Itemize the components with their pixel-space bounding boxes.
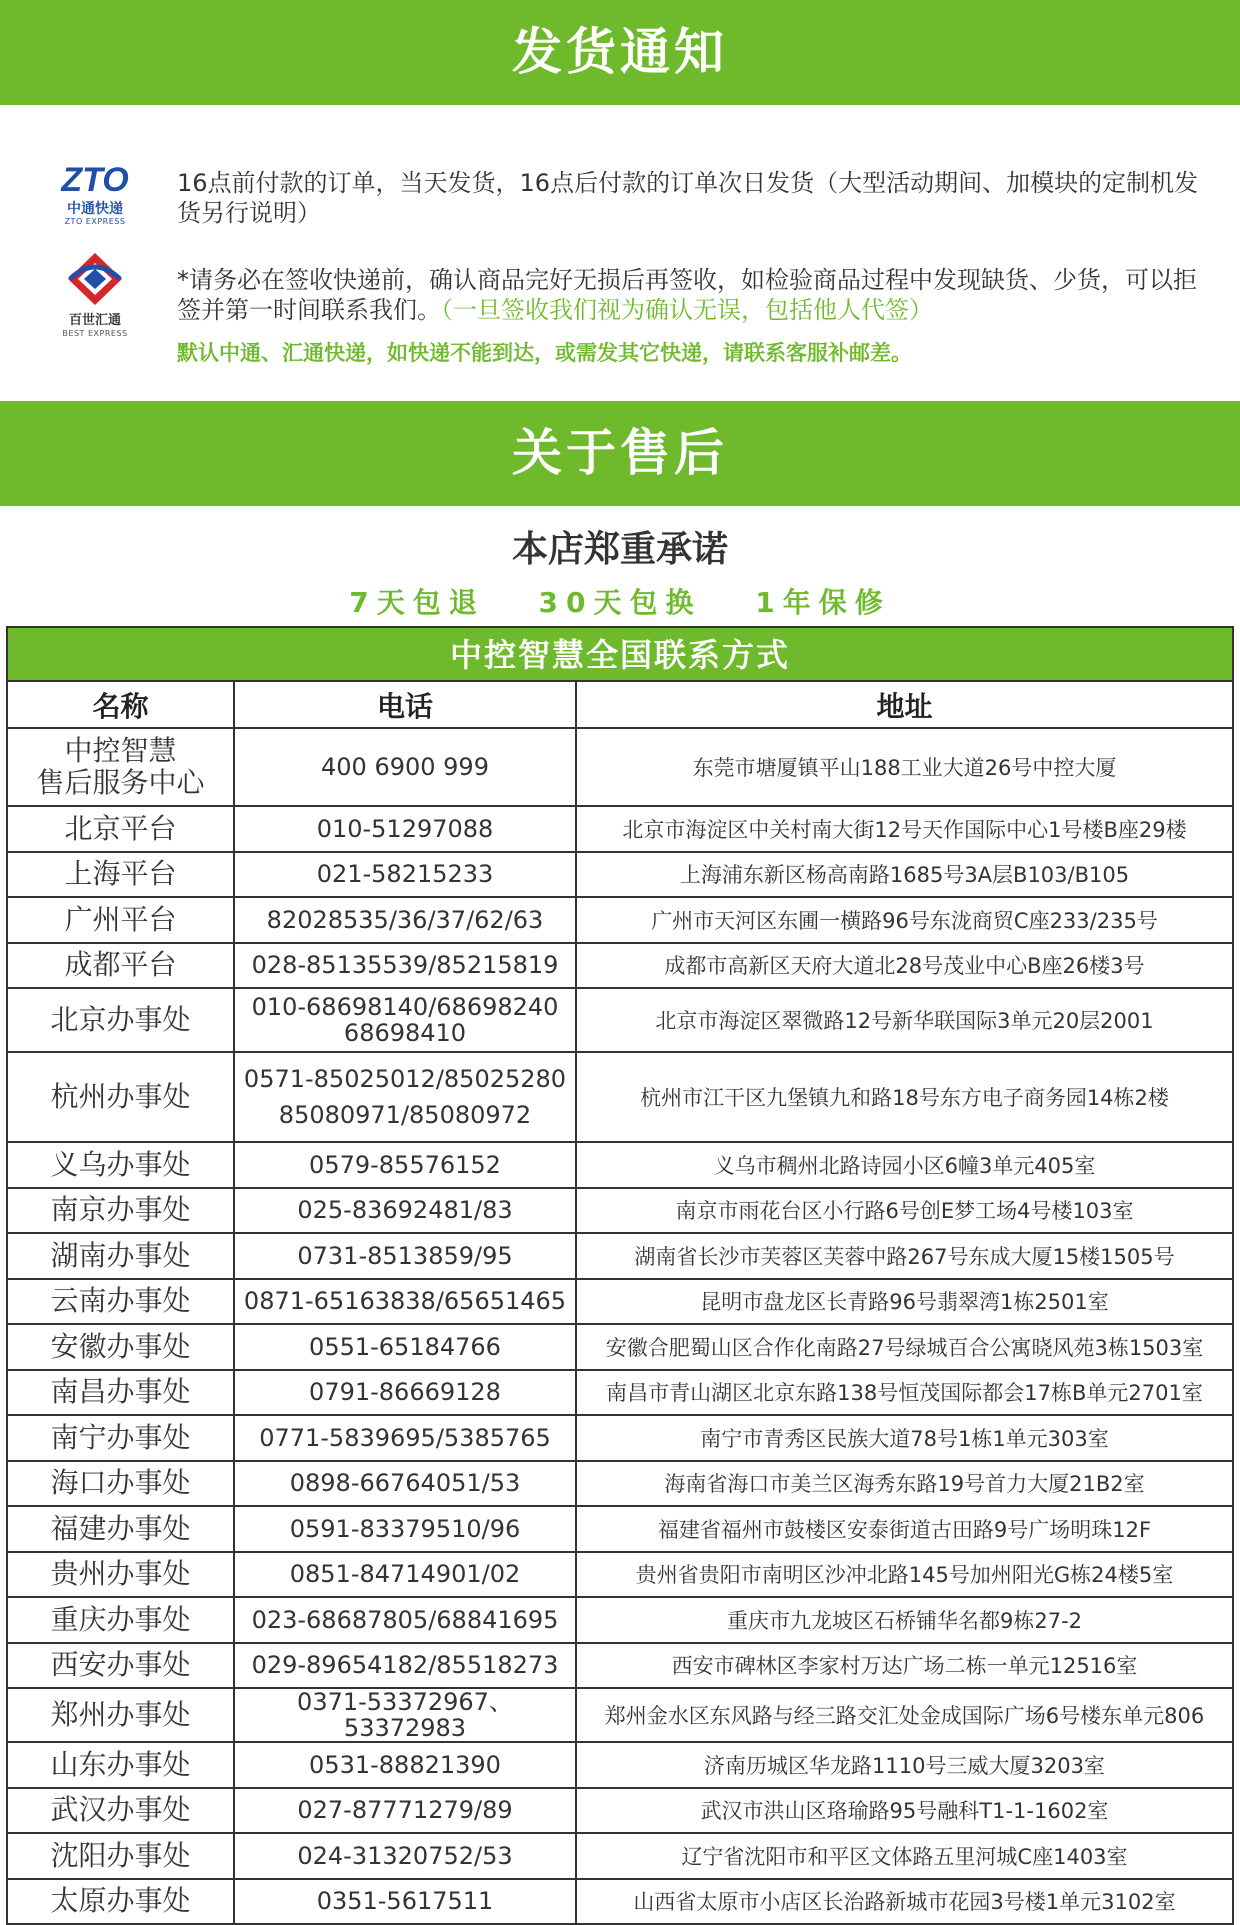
zto-logo-name: 中通快递: [67, 201, 123, 217]
office-address: 福建省福州市鼓楼区安泰街道古田路9号广场明珠12F: [576, 1506, 1233, 1552]
office-address: 重庆市九龙坡区石桥铺华名都9栋27-2: [576, 1597, 1233, 1643]
table-row: [7, 1461, 1233, 1507]
table-row: [7, 1324, 1233, 1370]
best-logo-sub: BEST EXPRESS: [62, 329, 128, 338]
office-name: 海口办事处: [7, 1461, 234, 1507]
office-name: 太原办事处: [7, 1879, 234, 1925]
table-row: [7, 988, 1233, 1052]
office-address: 郑州金水区东风路与经三路交汇处金成国际广场6号楼东单元806: [576, 1688, 1233, 1742]
zto-logo: [50, 161, 140, 226]
office-address: 昆明市盘龙区长青路96号翡翠湾1栋2501室: [576, 1279, 1233, 1325]
tag-return: 7天包退: [349, 586, 485, 619]
header-name: 名称: [7, 681, 234, 728]
office-name: 重庆办事处: [7, 1597, 234, 1643]
zto-logo-sub: ZTO EXPRESS: [64, 217, 126, 226]
office-name: 贵州办事处: [7, 1552, 234, 1598]
office-phone: 0579-85576152: [234, 1142, 576, 1188]
office-phone: 024-31320752/53: [234, 1833, 576, 1879]
table-row: [7, 852, 1233, 898]
sign-for-warning: （一旦签收我们视为确认无误，包括他人代签）: [441, 296, 933, 324]
office-address: 济南历城区华龙路1110号三威大厦3203室: [576, 1742, 1233, 1788]
office-address: 山西省太原市小店区长治路新城市花园3号楼1单元3102室: [576, 1879, 1233, 1925]
office-phone: 0898-66764051/53: [234, 1461, 576, 1507]
best-logo: [48, 249, 142, 338]
zto-mark: ZTO: [61, 161, 129, 197]
office-phone: 0791-86669128: [234, 1370, 576, 1416]
office-phone: 021-58215233: [234, 852, 576, 898]
office-name: 南宁办事处: [7, 1415, 234, 1461]
office-name: 中控智慧 售后服务中心: [7, 728, 234, 806]
table-row: [7, 806, 1233, 852]
office-address: 东莞市塘厦镇平山188工业大道26号中控大厦: [576, 728, 1233, 806]
office-phone: 0591-83379510/96: [234, 1506, 576, 1552]
office-phone: 0551-65184766: [234, 1324, 576, 1370]
office-phone: 0871-65163838/65651465: [234, 1279, 576, 1325]
office-address: 成都市高新区天府大道北28号茂业中心B座26楼3号: [576, 943, 1233, 989]
sign-for-note: [177, 265, 1220, 325]
promise-title: 本店郑重承诺: [511, 529, 728, 570]
table-row: [7, 1142, 1233, 1188]
office-name: 云南办事处: [7, 1279, 234, 1325]
header-phone: 电话: [234, 681, 576, 728]
contacts-table-body: [7, 728, 1233, 1924]
sign-for-text: *请务必在签收快递前，确认商品完好无损后再签收，如检验商品过程中发现缺货、少货，可以拒签并第一时间联系我们。: [177, 266, 1197, 324]
office-name: 成都平台: [7, 943, 234, 989]
office-address: 安徽合肥蜀山区合作化南路27号绿城百合公寓晓风苑3栋1503室: [576, 1324, 1233, 1370]
office-name: 西安办事处: [7, 1643, 234, 1689]
office-address: 义乌市稠州北路诗园小区6幢3单元405室: [576, 1142, 1233, 1188]
office-name: 武汉办事处: [7, 1788, 234, 1834]
office-name: 山东办事处: [7, 1742, 234, 1788]
office-name: 福建办事处: [7, 1506, 234, 1552]
table-row: [7, 1188, 1233, 1234]
office-address: 海南省海口市美兰区海秀东路19号首力大厦21B2室: [576, 1461, 1233, 1507]
office-address: 北京市海淀区翠微路12号新华联国际3单元20层2001: [576, 988, 1233, 1052]
table-row: [7, 1879, 1233, 1925]
office-phone: 0351-5617511: [234, 1879, 576, 1925]
office-phone: 0851-84714901/02: [234, 1552, 576, 1598]
office-address: 贵州省贵阳市南明区沙冲北路145号加州阳光G栋24楼5室: [576, 1552, 1233, 1598]
office-name: 安徽办事处: [7, 1324, 234, 1370]
office-phone: 400 6900 999: [234, 728, 576, 806]
office-address: 湖南省长沙市芙蓉区芙蓉中路267号东成大厦15楼1505号: [576, 1233, 1233, 1279]
office-phone: 0771-5839695/5385765: [234, 1415, 576, 1461]
zto-logo-icon: [50, 161, 140, 197]
office-phone: 0531-88821390: [234, 1742, 576, 1788]
shipping-time-note: 16点前付款的订单，当天发货，16点后付款的订单次日发货（大型活动期间、加模块的定制机发货另行说明）: [177, 169, 1199, 227]
office-phone: 010-51297088: [234, 806, 576, 852]
table-row: [7, 1415, 1233, 1461]
office-name: 沈阳办事处: [7, 1833, 234, 1879]
office-phone: 0731-8513859/95: [234, 1233, 576, 1279]
table-row: [7, 1688, 1233, 1742]
courier-note: 默认中通、汇通快递，如快递不能到达，或需发其它快递，请联系客服补邮差。: [177, 341, 912, 365]
table-row: [7, 1742, 1233, 1788]
table-row: [7, 1233, 1233, 1279]
shipping-section: [0, 105, 1240, 401]
office-name: 北京平台: [7, 806, 234, 852]
table-row: [7, 943, 1233, 989]
office-name: 南昌办事处: [7, 1370, 234, 1416]
table-row: [7, 1833, 1233, 1879]
office-phone: 023-68687805/68841695: [234, 1597, 576, 1643]
office-address: 上海浦东新区杨高南路1685号3A层B103/B105: [576, 852, 1233, 898]
office-name: 义乌办事处: [7, 1142, 234, 1188]
table-row: [7, 1552, 1233, 1598]
table-row: [7, 1788, 1233, 1834]
office-phone: 010-68698140/68698240 68698410: [234, 988, 576, 1052]
office-address: 杭州市江干区九堡镇九和路18号东方电子商务园14栋2楼: [576, 1052, 1233, 1142]
office-phone: 029-89654182/85518273: [234, 1643, 576, 1689]
office-name: 杭州办事处: [7, 1052, 234, 1142]
office-address: 武汉市洪山区珞瑜路95号融科T1-1-1602室: [576, 1788, 1233, 1834]
office-phone: 025-83692481/83: [234, 1188, 576, 1234]
table-row: [7, 728, 1233, 806]
office-address: 广州市天河区东圃一横路96号东泷商贸C座233/235号: [576, 897, 1233, 943]
office-name: 上海平台: [7, 852, 234, 898]
office-address: 南京市雨花台区小行路6号创E梦工场4号楼103室: [576, 1188, 1233, 1234]
best-logo-name: 百世汇通: [68, 313, 121, 328]
office-phone: 0371-53372967、53372983: [234, 1688, 576, 1742]
office-name: 南京办事处: [7, 1188, 234, 1234]
office-name: 北京办事处: [7, 988, 234, 1052]
office-address: 南宁市青秀区民族大道78号1栋1单元303室: [576, 1415, 1233, 1461]
office-phone: 028-85135539/85215819: [234, 943, 576, 989]
table-row: [7, 1506, 1233, 1552]
office-address: 辽宁省沈阳市和平区文体路五里河城C座1403室: [576, 1833, 1233, 1879]
table-row: [7, 1370, 1233, 1416]
table-row: [7, 1643, 1233, 1689]
office-address: 北京市海淀区中关村南大街12号天作国际中心1号楼B座29楼: [576, 806, 1233, 852]
office-name: 广州平台: [7, 897, 234, 943]
table-row: [7, 1052, 1233, 1142]
promise-tags: [0, 580, 1240, 626]
shipping-notice-banner: 发货通知: [0, 0, 1240, 105]
contacts-table: [6, 680, 1234, 1925]
office-phone: 027-87771279/89: [234, 1788, 576, 1834]
tag-warranty: 1年保修: [755, 586, 891, 619]
office-phone: 0571-85025012/85025280 85080971/85080972: [234, 1052, 576, 1142]
contacts-section: [6, 626, 1234, 1925]
office-name: 湖南办事处: [7, 1233, 234, 1279]
table-row: [7, 1279, 1233, 1325]
header-address: 地址: [576, 681, 1233, 728]
office-address: 南昌市青山湖区北京东路138号恒茂国际都会17栋B单元2701室: [576, 1370, 1233, 1416]
aftersale-banner: 关于售后: [0, 401, 1240, 506]
contacts-title: 中控智慧全国联系方式: [6, 626, 1234, 680]
table-row: [7, 897, 1233, 943]
office-name: 郑州办事处: [7, 1688, 234, 1742]
best-express-icon: [48, 249, 142, 309]
office-address: 西安市碑林区李家村万达广场二栋一单元12516室: [576, 1643, 1233, 1689]
office-phone: 82028535/36/37/62/63: [234, 897, 576, 943]
table-row: [7, 1597, 1233, 1643]
tag-exchange: 30天包换: [538, 586, 702, 619]
